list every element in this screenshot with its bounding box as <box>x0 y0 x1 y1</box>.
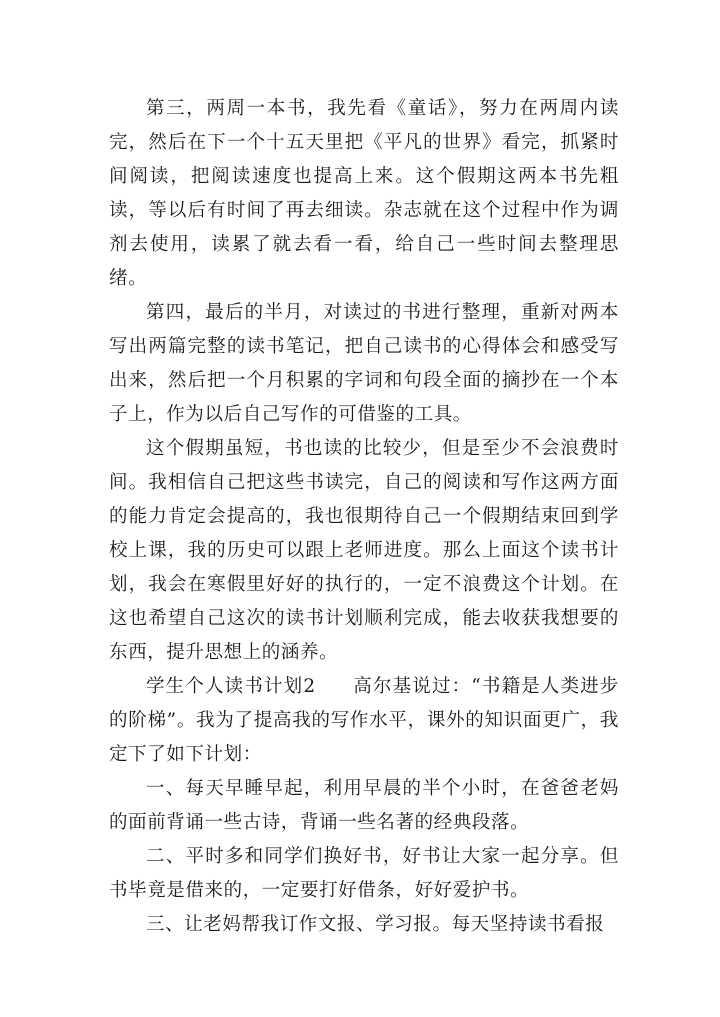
paragraph-summary: 这个假期虽短，书也读的比较少，但是至少不会浪费时间。我相信自己把这些书读完，自己的阅读和写作这两方面的能力肯定会提高的，我也很期待自己一个假期结束回到学校上课，我的历史可以跟上老师进度。那么上面这个读书计划，我会在寒假里好好的执行的，一定不浪费这个计划。在这也希望自己这次的读书计划顺利完成，能去收获我想要的东西，提升思想上的涵养。 <box>109 438 619 663</box>
paragraph-third-step: 第三，两周一本书，我先看《童话》，努力在两周内读完，然后在下一个十五天里把《平凡的世界》看完，抓紧时间阅读，把阅读速度也提高上来。这个假期这两本书先粗读，等以后有时间了再去细读。杂志就在这个过程中作为调剂去使用，读累了就去看一看，给自己一些时间去整理思绪。 <box>109 98 619 289</box>
plan2-item-1: 一、每天早睡早起，利用早晨的半个小时，在爸爸老妈的面前背诵一些古诗，背诵一些名著的经典段落。 <box>109 778 619 833</box>
plan2-heading: 学生个人读书计划2 <box>146 676 316 697</box>
plan2-intro-text: 高尔基说过：“书籍是人类进步的阶梯”。我为了提高我的写作水平，课外的知识面更广，我定下了如下计划： <box>109 676 620 765</box>
paragraph-fourth-step: 第四，最后的半月，对读过的书进行整理，重新对两本写出两篇完整的读书笔记，把自己读书的心得体会和感受写出来，然后把一个月积累的字词和句段全面的摘抄在一个本子上，作为以后自己写作的可借鉴的工具。 <box>109 302 619 425</box>
plan2-item-2: 二、平时多和同学们换好书，好书让大家一起分享。但书毕竟是借来的，一定要打好借条，好好爱护书。 <box>109 846 619 901</box>
paragraph-plan2-intro <box>109 670 619 772</box>
document-body <box>109 92 619 942</box>
plan2-item-3: 三、让老妈帮我订作文报、学习报。每天坚持读书看报 <box>146 914 605 935</box>
